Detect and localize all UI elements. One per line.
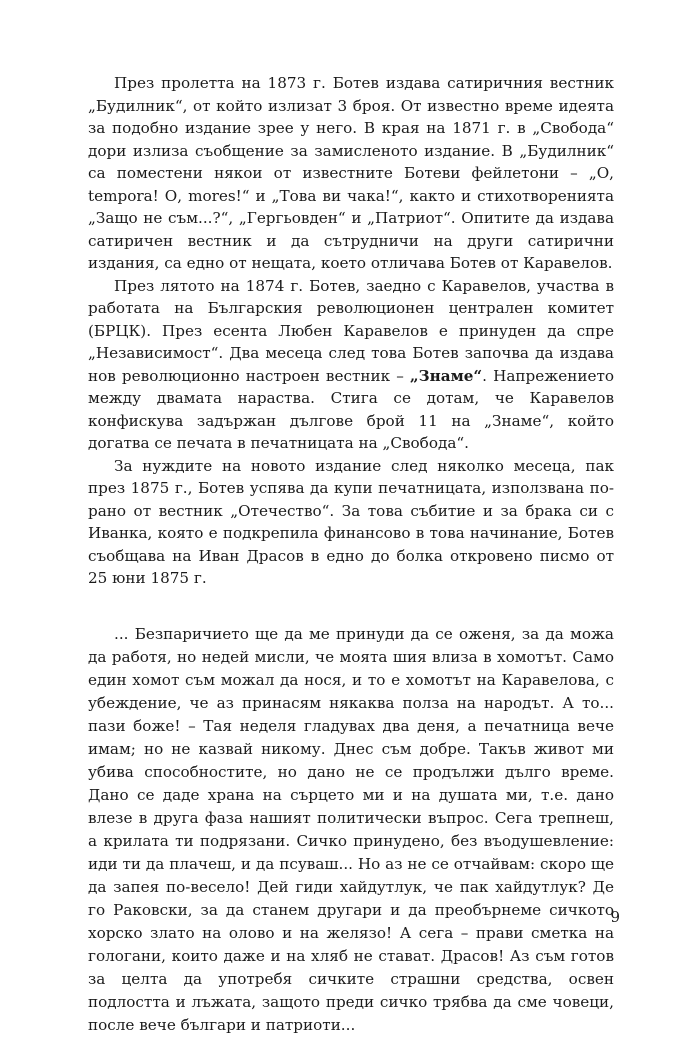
- paragraph-zname-text-end: . Напрежението между двамата нараства. Стига се дотам, че Каравелов конфискува задържан дълговe брой 11 на „Знаме“, който догатва се печата в печатницата на „Свобода“.: [88, 366, 614, 452]
- letter-quote: [88, 623, 614, 1037]
- narrative-section: [88, 72, 614, 590]
- quote-text: ... Безпаричието ще да ме принуди да се оженя, за да можа да работя, но недей мисли, че моята шия влиза в хомотът. Само един хомот съм можал да нося, и то е хомотът на Каравелова, с убеждение, че аз принасям някаква полза на народът. А то... пази боже! – Тая неделя гладувах два деня, а печатница вече имам; но не казвай никому. Днес съм добре. Такъв живот ми убива способностите, но дано не се продължи дълго време. Дано се даде храна на сърцето ми и на душата ми, т.е. дано влезе в друга фаза нашият политически въпрос. Сега трепнеш, а крилата ти подрязани. Сичко принудено, без въодушевление: иди ти да плачеш, и да псуваш... Но аз не се отчайвам: скоро ще да запея по-весело! Дей гиди хайдутлук, че пак хайдутлук? Де го Раковски, за да станем другари и да преобърнеме сичкото хорско злато на олово и на желязо! А сега – прави сметка на гологани, които даже и на хляб не стават. Драсов! Аз съм готов за целта да употребя сичките страшни средства, освен подлостта и лъжата, защото преди сичко трябва да сме човеци, после вече българи и патриоти...: [88, 624, 614, 1034]
- paragraph-zname: [88, 275, 614, 455]
- page-body: [88, 72, 614, 1037]
- newspaper-name-zname: „Знаме“: [409, 366, 483, 385]
- paragraph-budilnik: През пролетта на 1873 г. Ботев издава сатиричния вестник „Будилник“, от който излизат 3 броя. От известно време идеята за подобно издание зрее у него. В края на 1871 г. в „Свобода“ дори излиза съобщение за замисленото издание. В „Будилник“ са поместени някои от известните Ботеви фейлетони – „О, tempora! О, mores!“ и „Това ви чака!“, както и стихотворенията „Защо не съм...?“, „Гергьовден“ и „Патриот“. Опитите да издава сатиричен вестник и да сътрудничи на други сатирични издания, са едно от нещата, което отличава Ботев от Каравелов.: [88, 74, 614, 272]
- paragraph-zname-text-start: През лятото на 1874 г. Ботев, заедно с Каравелов, участва в работата на Българския революционен централен комитет (БРЦК). През есента Любен Каравелов е принуден да спре „Независимост“. Два месеца след това Ботев започва да издава нов революционно настроен вестник –: [88, 276, 614, 385]
- paragraph-printing-house: За нуждите на новото издание след няколко месеца, пак през 1875 г., Ботев успява да купи печатницата, използвана по-рано от вестник „Отечество“. За това събитие и за брака си с Иванка, която е подкрепила финансово в това начинание, Ботев съобщава на Иван Драсов в едно до болка откровено писмо от 25 юни 1875 г.: [88, 456, 614, 587]
- page-number: 9: [610, 908, 620, 926]
